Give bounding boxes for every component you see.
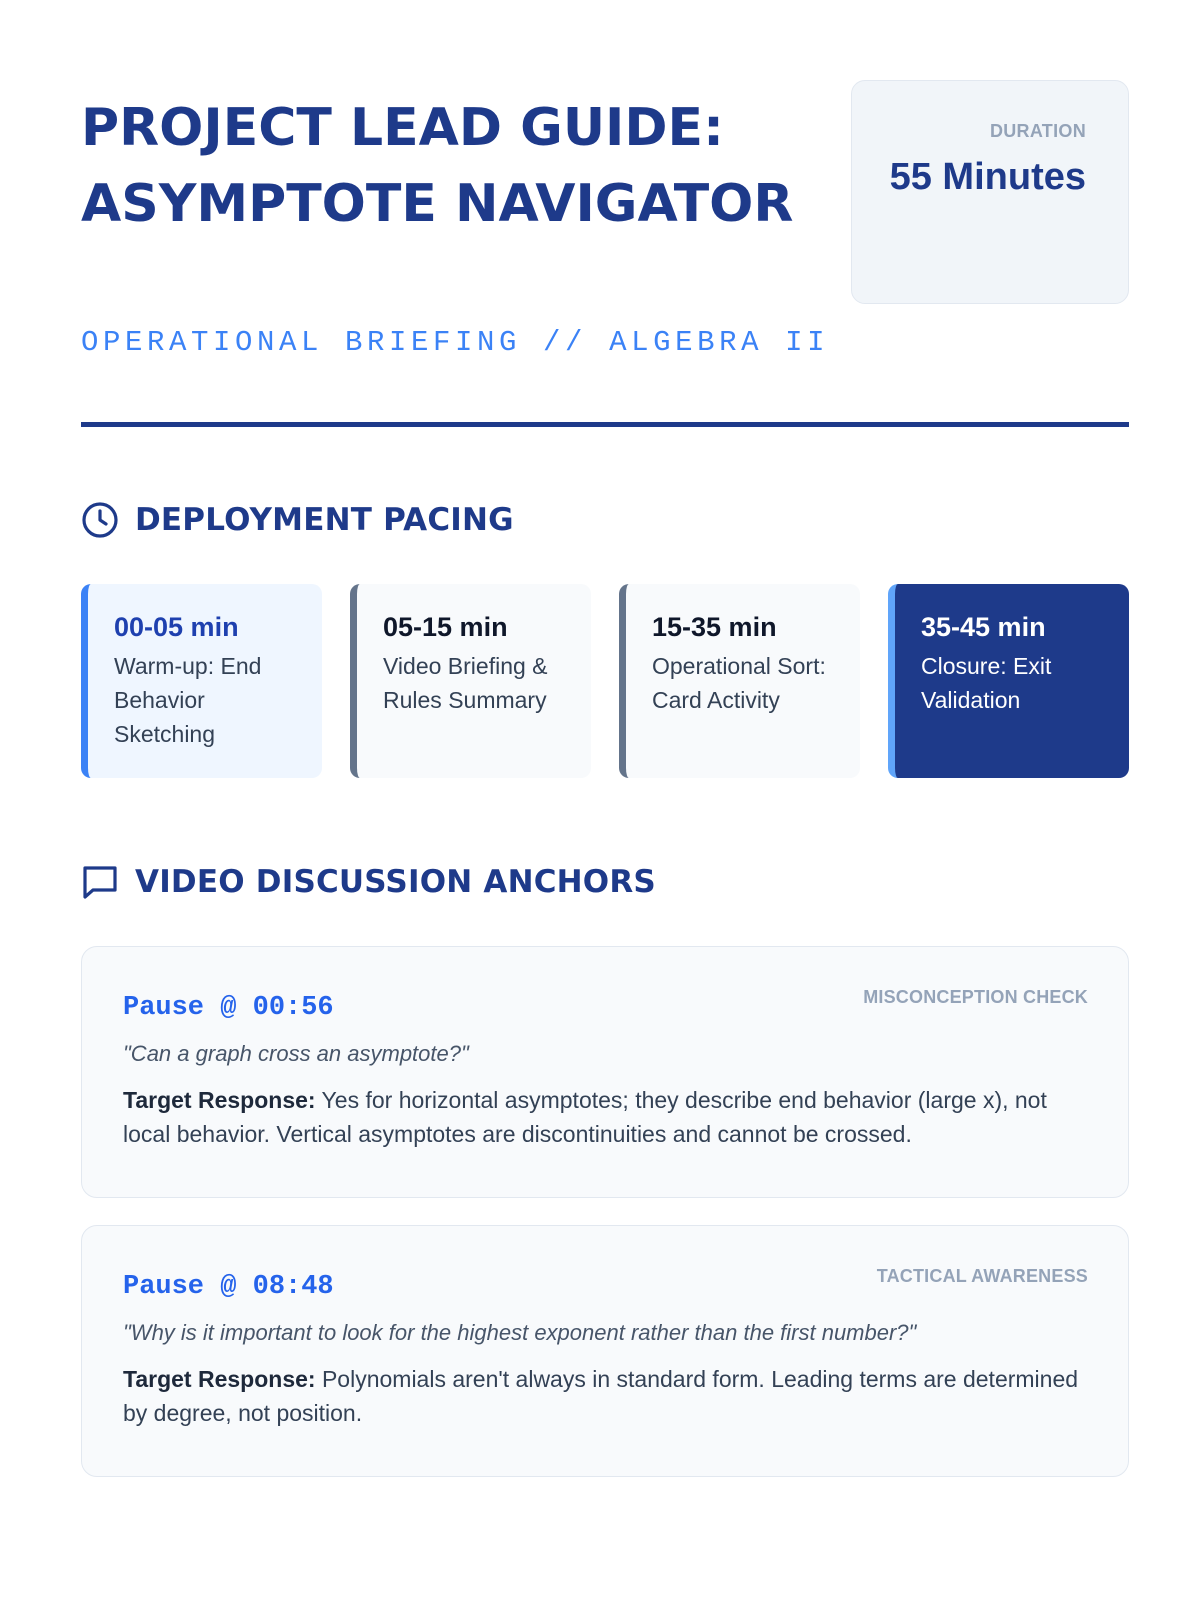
- pacing-description: Operational Sort: Card Activity: [652, 653, 826, 713]
- pacing-section-title: DEPLOYMENT PACING: [135, 502, 514, 538]
- page-subtitle: OPERATIONAL BRIEFING // ALGEBRA II: [81, 326, 830, 359]
- discussion-anchor-card: [81, 946, 1129, 1198]
- speech-bubble-icon: [81, 863, 119, 901]
- pacing-card: [350, 584, 591, 778]
- anchor-category-tag: TACTICAL AWARENESS: [876, 1266, 1088, 1286]
- anchors-section-title: VIDEO DISCUSSION ANCHORS: [135, 864, 656, 900]
- pacing-time: 05-15 min: [383, 612, 508, 642]
- pause-timestamp: Pause @ 00:56: [123, 993, 334, 1023]
- pacing-time: 35-45 min: [921, 612, 1046, 642]
- target-response-label: Target Response:: [123, 1087, 316, 1113]
- discussion-question: "Can a graph cross an asymptote?": [123, 1041, 469, 1066]
- pacing-card: [81, 584, 322, 778]
- briefing-page: [81, 80, 1129, 1426]
- anchor-category-tag: MISCONCEPTION CHECK: [863, 987, 1088, 1007]
- target-response-text: Yes for horizontal asymptotes; they describe end behavior (large x), not local behavior. Vertical asymptotes are discontinuities and cannot be crossed.: [123, 1087, 1047, 1147]
- duration-card: [851, 80, 1129, 304]
- clock-icon: [81, 501, 119, 539]
- target-response: [123, 1362, 1088, 1430]
- pacing-card-active: [888, 584, 1129, 778]
- discussion-anchor-card: [81, 1225, 1129, 1477]
- header-divider: [81, 422, 1129, 427]
- pacing-time: 00-05 min: [114, 612, 239, 642]
- target-response-text: Polynomials aren't always in standard form. Leading terms are determined by degree, not position.: [123, 1366, 1079, 1426]
- pacing-description: Closure: Exit Validation: [921, 653, 1052, 713]
- pause-timestamp: Pause @ 08:48: [123, 1272, 334, 1302]
- pacing-time: 15-35 min: [652, 612, 777, 642]
- page-title: PROJECT LEAD GUIDE: ASYMPTOTE NAVIGATOR: [81, 98, 794, 234]
- pacing-section-heading: [81, 498, 514, 542]
- duration-value: 55 Minutes: [889, 156, 1086, 198]
- pacing-description: Warm-up: End Behavior Sketching: [114, 653, 262, 747]
- duration-label: DURATION: [989, 121, 1086, 141]
- pacing-description: Video Briefing & Rules Summary: [383, 653, 548, 713]
- discussion-question: "Why is it important to look for the highest exponent rather than the first number?": [123, 1320, 917, 1345]
- pacing-card: [619, 584, 860, 778]
- target-response-label: Target Response:: [123, 1366, 316, 1392]
- pacing-timeline: [81, 584, 1129, 778]
- page-header: [81, 80, 1129, 426]
- anchors-section-heading: [81, 860, 656, 904]
- target-response: [123, 1083, 1088, 1151]
